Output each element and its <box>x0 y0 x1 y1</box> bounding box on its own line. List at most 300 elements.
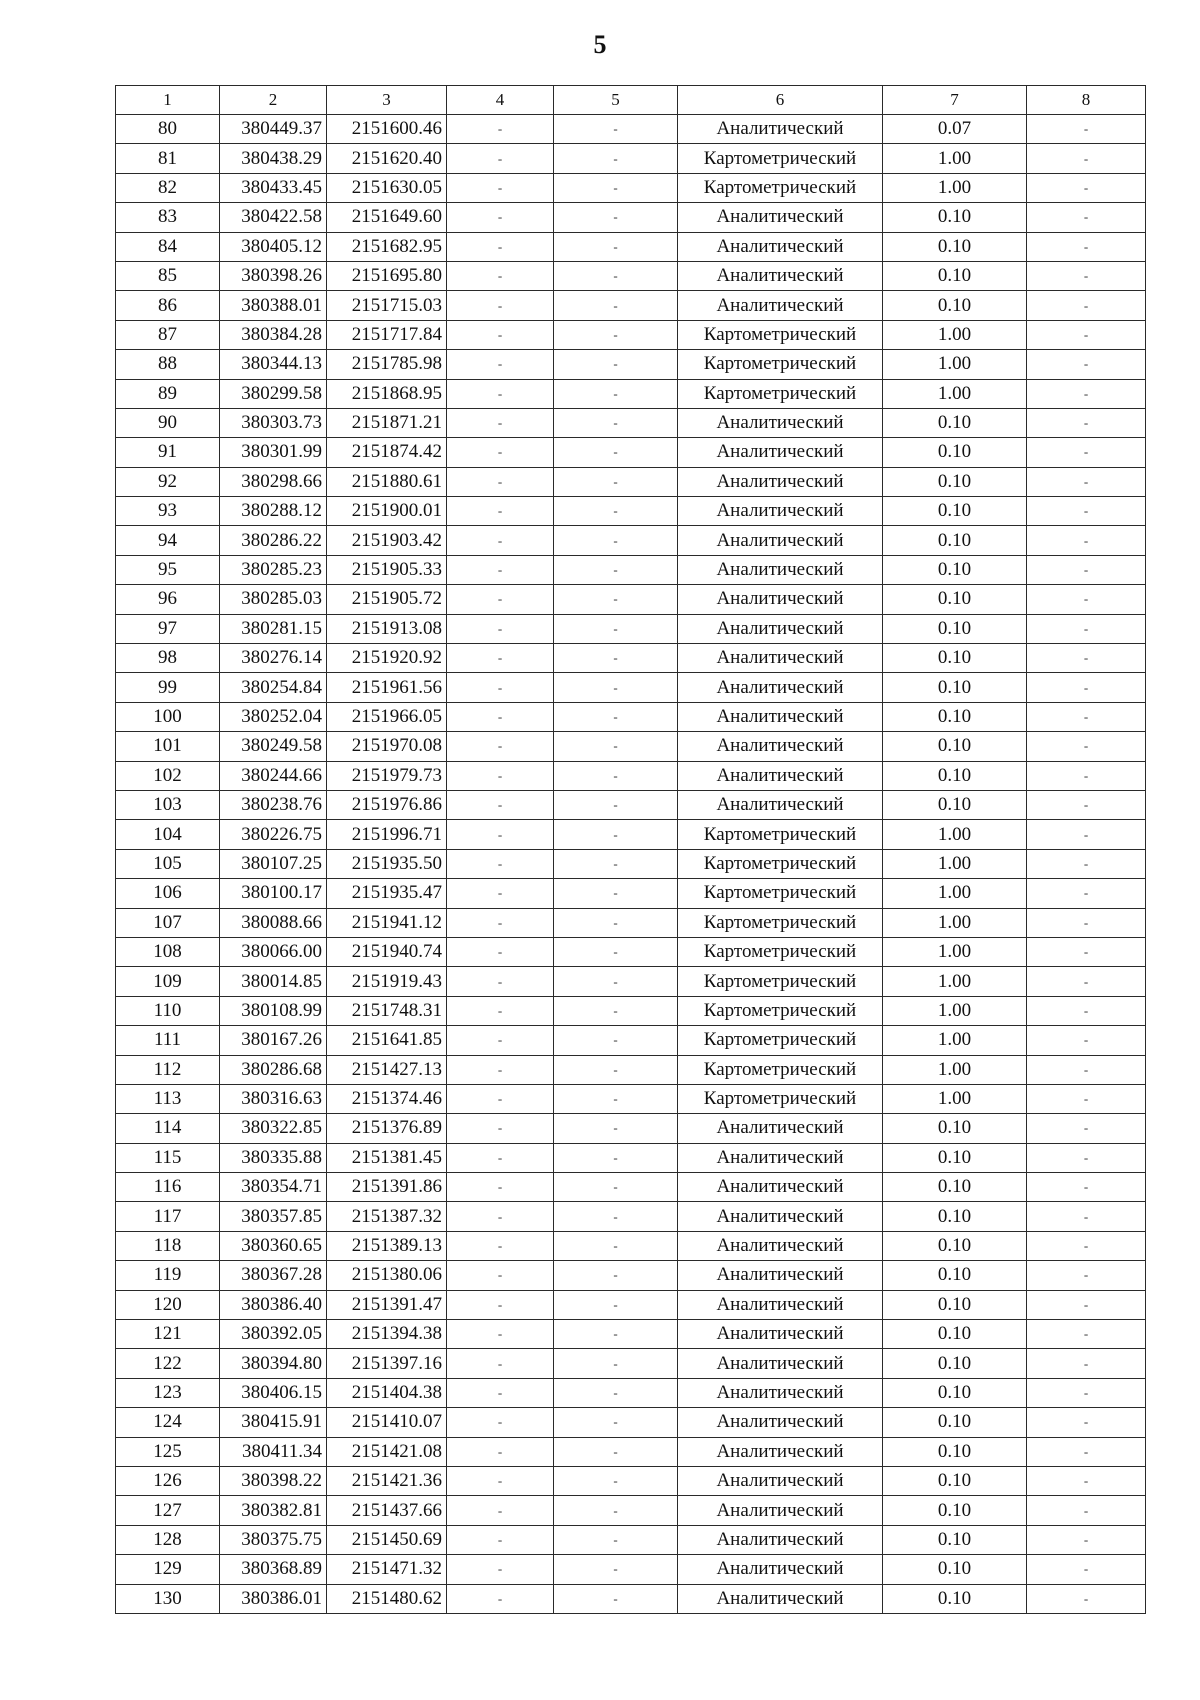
column-4-cell: - <box>447 1496 554 1525</box>
y-coordinate-cell: 2151695.80 <box>327 261 447 290</box>
method-cell: Аналитический <box>678 1555 883 1584</box>
y-coordinate-cell: 2151976.86 <box>327 790 447 819</box>
accuracy-cell: 0.10 <box>883 408 1027 437</box>
method-cell: Аналитический <box>678 1466 883 1495</box>
accuracy-cell: 0.07 <box>883 115 1027 144</box>
method-cell: Картометрический <box>678 937 883 966</box>
point-number-cell: 81 <box>116 144 220 173</box>
y-coordinate-cell: 2151961.56 <box>327 673 447 702</box>
x-coordinate-cell: 380301.99 <box>220 438 327 467</box>
point-number-cell: 121 <box>116 1320 220 1349</box>
column-header-5: 5 <box>554 86 678 115</box>
x-coordinate-cell: 380108.99 <box>220 996 327 1025</box>
column-5-cell: - <box>554 497 678 526</box>
column-4-cell: - <box>447 291 554 320</box>
column-4-cell: - <box>447 585 554 614</box>
point-number-cell: 111 <box>116 1026 220 1055</box>
accuracy-cell: 0.10 <box>883 497 1027 526</box>
method-cell: Аналитический <box>678 115 883 144</box>
x-coordinate-cell: 380316.63 <box>220 1084 327 1113</box>
column-8-cell: - <box>1027 320 1146 349</box>
y-coordinate-cell: 2151376.89 <box>327 1114 447 1143</box>
accuracy-cell: 0.10 <box>883 732 1027 761</box>
accuracy-cell: 0.10 <box>883 1408 1027 1437</box>
y-coordinate-cell: 2151905.33 <box>327 555 447 584</box>
method-cell: Аналитический <box>678 614 883 643</box>
table-row <box>116 937 1146 966</box>
y-coordinate-cell: 2151421.08 <box>327 1437 447 1466</box>
table-row <box>116 232 1146 261</box>
column-5-cell: - <box>554 291 678 320</box>
y-coordinate-cell: 2151715.03 <box>327 291 447 320</box>
point-number-cell: 125 <box>116 1437 220 1466</box>
point-number-cell: 105 <box>116 849 220 878</box>
column-5-cell: - <box>554 1261 678 1290</box>
point-number-cell: 129 <box>116 1555 220 1584</box>
x-coordinate-cell: 380398.22 <box>220 1466 327 1495</box>
y-coordinate-cell: 2151391.47 <box>327 1290 447 1319</box>
point-number-cell: 119 <box>116 1261 220 1290</box>
column-8-cell: - <box>1027 1584 1146 1613</box>
column-header-3: 3 <box>327 86 447 115</box>
method-cell: Аналитический <box>678 790 883 819</box>
column-4-cell: - <box>447 1555 554 1584</box>
point-number-cell: 108 <box>116 937 220 966</box>
column-4-cell: - <box>447 644 554 673</box>
method-cell: Аналитический <box>678 673 883 702</box>
x-coordinate-cell: 380405.12 <box>220 232 327 261</box>
column-8-cell: - <box>1027 614 1146 643</box>
column-5-cell: - <box>554 1231 678 1260</box>
y-coordinate-cell: 2151940.74 <box>327 937 447 966</box>
column-4-cell: - <box>447 1261 554 1290</box>
column-8-cell: - <box>1027 1143 1146 1172</box>
accuracy-cell: 1.00 <box>883 908 1027 937</box>
point-number-cell: 122 <box>116 1349 220 1378</box>
accuracy-cell: 1.00 <box>883 173 1027 202</box>
y-coordinate-cell: 2151404.38 <box>327 1378 447 1407</box>
x-coordinate-cell: 380322.85 <box>220 1114 327 1143</box>
column-8-cell: - <box>1027 673 1146 702</box>
accuracy-cell: 0.10 <box>883 1525 1027 1554</box>
method-cell: Картометрический <box>678 320 883 349</box>
column-5-cell: - <box>554 1290 678 1319</box>
x-coordinate-cell: 380303.73 <box>220 408 327 437</box>
column-4-cell: - <box>447 732 554 761</box>
column-8-cell: - <box>1027 203 1146 232</box>
column-8-cell: - <box>1027 408 1146 437</box>
x-coordinate-cell: 380344.13 <box>220 350 327 379</box>
column-8-cell: - <box>1027 438 1146 467</box>
table-row <box>116 555 1146 584</box>
column-5-cell: - <box>554 996 678 1025</box>
x-coordinate-cell: 380254.84 <box>220 673 327 702</box>
method-cell: Аналитический <box>678 497 883 526</box>
column-5-cell: - <box>554 585 678 614</box>
column-8-cell: - <box>1027 967 1146 996</box>
method-cell: Аналитический <box>678 408 883 437</box>
column-8-cell: - <box>1027 1202 1146 1231</box>
column-5-cell: - <box>554 967 678 996</box>
point-number-cell: 100 <box>116 702 220 731</box>
table-row <box>116 1349 1146 1378</box>
y-coordinate-cell: 2151641.85 <box>327 1026 447 1055</box>
point-number-cell: 87 <box>116 320 220 349</box>
table-row <box>116 1496 1146 1525</box>
table-row <box>116 996 1146 1025</box>
column-8-cell: - <box>1027 144 1146 173</box>
column-5-cell: - <box>554 702 678 731</box>
column-8-cell: - <box>1027 849 1146 878</box>
column-5-cell: - <box>554 555 678 584</box>
x-coordinate-cell: 380066.00 <box>220 937 327 966</box>
y-coordinate-cell: 2151880.61 <box>327 467 447 496</box>
column-8-cell: - <box>1027 790 1146 819</box>
x-coordinate-cell: 380367.28 <box>220 1261 327 1290</box>
table-row <box>116 820 1146 849</box>
accuracy-cell: 1.00 <box>883 1055 1027 1084</box>
accuracy-cell: 0.10 <box>883 555 1027 584</box>
accuracy-cell: 0.10 <box>883 585 1027 614</box>
accuracy-cell: 0.10 <box>883 1320 1027 1349</box>
x-coordinate-cell: 380238.76 <box>220 790 327 819</box>
accuracy-cell: 1.00 <box>883 996 1027 1025</box>
column-5-cell: - <box>554 1349 678 1378</box>
method-cell: Картометрический <box>678 820 883 849</box>
y-coordinate-cell: 2151437.66 <box>327 1496 447 1525</box>
point-number-cell: 89 <box>116 379 220 408</box>
accuracy-cell: 0.10 <box>883 1466 1027 1495</box>
point-number-cell: 126 <box>116 1466 220 1495</box>
method-cell: Аналитический <box>678 1261 883 1290</box>
column-4-cell: - <box>447 761 554 790</box>
y-coordinate-cell: 2151381.45 <box>327 1143 447 1172</box>
column-4-cell: - <box>447 379 554 408</box>
y-coordinate-cell: 2151935.47 <box>327 879 447 908</box>
table-row <box>116 732 1146 761</box>
x-coordinate-cell: 380335.88 <box>220 1143 327 1172</box>
column-4-cell: - <box>447 879 554 908</box>
y-coordinate-cell: 2151874.42 <box>327 438 447 467</box>
y-coordinate-cell: 2151748.31 <box>327 996 447 1025</box>
column-8-cell: - <box>1027 555 1146 584</box>
column-8-cell: - <box>1027 908 1146 937</box>
x-coordinate-cell: 380285.03 <box>220 585 327 614</box>
y-coordinate-cell: 2151919.43 <box>327 967 447 996</box>
column-4-cell: - <box>447 467 554 496</box>
column-header-6: 6 <box>678 86 883 115</box>
x-coordinate-cell: 380406.15 <box>220 1378 327 1407</box>
column-5-cell: - <box>554 1466 678 1495</box>
y-coordinate-cell: 2151900.01 <box>327 497 447 526</box>
point-number-cell: 85 <box>116 261 220 290</box>
method-cell: Картометрический <box>678 908 883 937</box>
y-coordinate-cell: 2151941.12 <box>327 908 447 937</box>
column-8-cell: - <box>1027 1466 1146 1495</box>
column-5-cell: - <box>554 1084 678 1113</box>
table-row <box>116 173 1146 202</box>
method-cell: Аналитический <box>678 644 883 673</box>
method-cell: Аналитический <box>678 1349 883 1378</box>
method-cell: Аналитический <box>678 1114 883 1143</box>
x-coordinate-cell: 380433.45 <box>220 173 327 202</box>
column-4-cell: - <box>447 1114 554 1143</box>
x-coordinate-cell: 380286.68 <box>220 1055 327 1084</box>
column-5-cell: - <box>554 644 678 673</box>
column-5-cell: - <box>554 908 678 937</box>
table-row <box>116 1055 1146 1084</box>
point-number-cell: 95 <box>116 555 220 584</box>
accuracy-cell: 1.00 <box>883 379 1027 408</box>
column-5-cell: - <box>554 1055 678 1084</box>
column-5-cell: - <box>554 1525 678 1554</box>
accuracy-cell: 1.00 <box>883 1084 1027 1113</box>
coordinates-table-container <box>115 85 1146 1614</box>
accuracy-cell: 1.00 <box>883 879 1027 908</box>
method-cell: Аналитический <box>678 1173 883 1202</box>
accuracy-cell: 0.10 <box>883 467 1027 496</box>
method-cell: Аналитический <box>678 291 883 320</box>
column-5-cell: - <box>554 1143 678 1172</box>
accuracy-cell: 1.00 <box>883 1026 1027 1055</box>
column-4-cell: - <box>447 820 554 849</box>
x-coordinate-cell: 380088.66 <box>220 908 327 937</box>
method-cell: Картометрический <box>678 967 883 996</box>
method-cell: Аналитический <box>678 761 883 790</box>
point-number-cell: 92 <box>116 467 220 496</box>
table-row <box>116 1437 1146 1466</box>
column-8-cell: - <box>1027 350 1146 379</box>
method-cell: Аналитический <box>678 438 883 467</box>
column-4-cell: - <box>447 1084 554 1113</box>
y-coordinate-cell: 2151979.73 <box>327 761 447 790</box>
y-coordinate-cell: 2151427.13 <box>327 1055 447 1084</box>
y-coordinate-cell: 2151620.40 <box>327 144 447 173</box>
accuracy-cell: 0.10 <box>883 1231 1027 1260</box>
column-5-cell: - <box>554 144 678 173</box>
x-coordinate-cell: 380422.58 <box>220 203 327 232</box>
method-cell: Аналитический <box>678 232 883 261</box>
point-number-cell: 84 <box>116 232 220 261</box>
accuracy-cell: 0.10 <box>883 261 1027 290</box>
y-coordinate-cell: 2151394.38 <box>327 1320 447 1349</box>
y-coordinate-cell: 2151410.07 <box>327 1408 447 1437</box>
column-4-cell: - <box>447 173 554 202</box>
accuracy-cell: 0.10 <box>883 1349 1027 1378</box>
table-row <box>116 467 1146 496</box>
point-number-cell: 120 <box>116 1290 220 1319</box>
accuracy-cell: 0.10 <box>883 1584 1027 1613</box>
column-8-cell: - <box>1027 879 1146 908</box>
column-8-cell: - <box>1027 232 1146 261</box>
method-cell: Картометрический <box>678 144 883 173</box>
x-coordinate-cell: 380398.26 <box>220 261 327 290</box>
column-8-cell: - <box>1027 379 1146 408</box>
y-coordinate-cell: 2151471.32 <box>327 1555 447 1584</box>
table-row <box>116 144 1146 173</box>
column-4-cell: - <box>447 967 554 996</box>
accuracy-cell: 0.10 <box>883 1173 1027 1202</box>
method-cell: Аналитический <box>678 1290 883 1319</box>
column-4-cell: - <box>447 438 554 467</box>
x-coordinate-cell: 380360.65 <box>220 1231 327 1260</box>
column-8-cell: - <box>1027 702 1146 731</box>
accuracy-cell: 0.10 <box>883 526 1027 555</box>
column-4-cell: - <box>447 526 554 555</box>
method-cell: Картометрический <box>678 879 883 908</box>
column-4-cell: - <box>447 1466 554 1495</box>
y-coordinate-cell: 2151996.71 <box>327 820 447 849</box>
column-5-cell: - <box>554 350 678 379</box>
point-number-cell: 106 <box>116 879 220 908</box>
y-coordinate-cell: 2151868.95 <box>327 379 447 408</box>
column-4-cell: - <box>447 1202 554 1231</box>
point-number-cell: 88 <box>116 350 220 379</box>
column-5-cell: - <box>554 467 678 496</box>
column-header-1: 1 <box>116 86 220 115</box>
table-row <box>116 790 1146 819</box>
column-5-cell: - <box>554 849 678 878</box>
accuracy-cell: 0.10 <box>883 1261 1027 1290</box>
point-number-cell: 113 <box>116 1084 220 1113</box>
method-cell: Картометрический <box>678 350 883 379</box>
table-body <box>116 115 1146 1614</box>
table-row <box>116 291 1146 320</box>
column-header-8: 8 <box>1027 86 1146 115</box>
y-coordinate-cell: 2151871.21 <box>327 408 447 437</box>
table-row <box>116 203 1146 232</box>
y-coordinate-cell: 2151970.08 <box>327 732 447 761</box>
x-coordinate-cell: 380384.28 <box>220 320 327 349</box>
column-4-cell: - <box>447 203 554 232</box>
method-cell: Аналитический <box>678 261 883 290</box>
column-8-cell: - <box>1027 937 1146 966</box>
table-header <box>116 86 1146 115</box>
table-row <box>116 761 1146 790</box>
method-cell: Картометрический <box>678 1055 883 1084</box>
column-5-cell: - <box>554 1496 678 1525</box>
method-cell: Аналитический <box>678 555 883 584</box>
column-5-cell: - <box>554 1114 678 1143</box>
accuracy-cell: 0.10 <box>883 614 1027 643</box>
column-5-cell: - <box>554 261 678 290</box>
accuracy-cell: 0.10 <box>883 1114 1027 1143</box>
table-row <box>116 1290 1146 1319</box>
column-8-cell: - <box>1027 585 1146 614</box>
x-coordinate-cell: 380357.85 <box>220 1202 327 1231</box>
accuracy-cell: 0.10 <box>883 438 1027 467</box>
column-4-cell: - <box>447 350 554 379</box>
y-coordinate-cell: 2151600.46 <box>327 115 447 144</box>
x-coordinate-cell: 380394.80 <box>220 1349 327 1378</box>
column-8-cell: - <box>1027 1290 1146 1319</box>
column-4-cell: - <box>447 1408 554 1437</box>
method-cell: Аналитический <box>678 1320 883 1349</box>
column-4-cell: - <box>447 1378 554 1407</box>
column-4-cell: - <box>447 790 554 819</box>
y-coordinate-cell: 2151966.05 <box>327 702 447 731</box>
point-number-cell: 94 <box>116 526 220 555</box>
x-coordinate-cell: 380014.85 <box>220 967 327 996</box>
accuracy-cell: 0.10 <box>883 1143 1027 1172</box>
column-8-cell: - <box>1027 1173 1146 1202</box>
table-row <box>116 849 1146 878</box>
table-row <box>116 1202 1146 1231</box>
y-coordinate-cell: 2151391.86 <box>327 1173 447 1202</box>
accuracy-cell: 1.00 <box>883 967 1027 996</box>
x-coordinate-cell: 380449.37 <box>220 115 327 144</box>
method-cell: Аналитический <box>678 526 883 555</box>
column-4-cell: - <box>447 1584 554 1613</box>
y-coordinate-cell: 2151389.13 <box>327 1231 447 1260</box>
x-coordinate-cell: 380298.66 <box>220 467 327 496</box>
x-coordinate-cell: 380299.58 <box>220 379 327 408</box>
table-row <box>116 1026 1146 1055</box>
method-cell: Картометрический <box>678 1084 883 1113</box>
y-coordinate-cell: 2151920.92 <box>327 644 447 673</box>
method-cell: Аналитический <box>678 467 883 496</box>
y-coordinate-cell: 2151450.69 <box>327 1525 447 1554</box>
coordinates-table <box>115 85 1146 1614</box>
point-number-cell: 97 <box>116 614 220 643</box>
x-coordinate-cell: 380285.23 <box>220 555 327 584</box>
y-coordinate-cell: 2151935.50 <box>327 849 447 878</box>
column-4-cell: - <box>447 261 554 290</box>
accuracy-cell: 0.10 <box>883 291 1027 320</box>
method-cell: Аналитический <box>678 1437 883 1466</box>
column-5-cell: - <box>554 203 678 232</box>
column-4-cell: - <box>447 937 554 966</box>
y-coordinate-cell: 2151480.62 <box>327 1584 447 1613</box>
column-header-2: 2 <box>220 86 327 115</box>
page-number: 5 <box>593 30 607 59</box>
column-8-cell: - <box>1027 1525 1146 1554</box>
x-coordinate-cell: 380288.12 <box>220 497 327 526</box>
column-8-cell: - <box>1027 761 1146 790</box>
column-5-cell: - <box>554 173 678 202</box>
point-number-cell: 130 <box>116 1584 220 1613</box>
column-4-cell: - <box>447 1320 554 1349</box>
accuracy-cell: 0.10 <box>883 673 1027 702</box>
table-row <box>116 320 1146 349</box>
column-8-cell: - <box>1027 1408 1146 1437</box>
x-coordinate-cell: 380281.15 <box>220 614 327 643</box>
column-8-cell: - <box>1027 1555 1146 1584</box>
point-number-cell: 127 <box>116 1496 220 1525</box>
column-4-cell: - <box>447 1525 554 1554</box>
table-row <box>116 702 1146 731</box>
method-cell: Картометрический <box>678 849 883 878</box>
point-number-cell: 114 <box>116 1114 220 1143</box>
column-5-cell: - <box>554 1584 678 1613</box>
column-8-cell: - <box>1027 261 1146 290</box>
y-coordinate-cell: 2151717.84 <box>327 320 447 349</box>
table-row <box>116 1114 1146 1143</box>
x-coordinate-cell: 380375.75 <box>220 1525 327 1554</box>
x-coordinate-cell: 380107.25 <box>220 849 327 878</box>
table-row <box>116 1231 1146 1260</box>
method-cell: Аналитический <box>678 1525 883 1554</box>
table-row <box>116 526 1146 555</box>
x-coordinate-cell: 380276.14 <box>220 644 327 673</box>
method-cell: Аналитический <box>678 1202 883 1231</box>
x-coordinate-cell: 380100.17 <box>220 879 327 908</box>
column-8-cell: - <box>1027 467 1146 496</box>
point-number-cell: 104 <box>116 820 220 849</box>
accuracy-cell: 1.00 <box>883 350 1027 379</box>
column-5-cell: - <box>554 320 678 349</box>
x-coordinate-cell: 380167.26 <box>220 1026 327 1055</box>
